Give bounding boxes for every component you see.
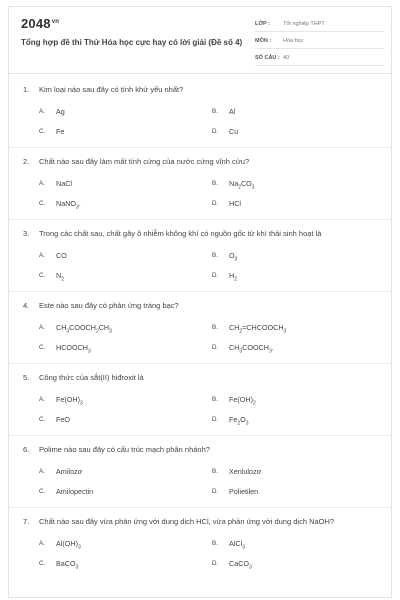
answer-options [39,389,391,429]
option-text: CaCO$_3$ [229,558,252,570]
answer-option[interactable] [39,179,212,188]
meta-value: Tốt nghiệp THPT [283,21,325,27]
header-divider [9,73,391,74]
answer-option[interactable] [39,251,212,260]
option-row [39,245,391,265]
exam-meta [255,17,385,68]
option-letter: A. [39,467,45,475]
answer-options [39,533,391,573]
question-text-row [9,229,391,239]
option-letter: A. [39,323,45,331]
answer-option[interactable] [212,127,385,136]
option-row [39,317,391,337]
option-letter: B. [212,323,218,331]
question-number: 5. [23,373,30,382]
answer-option[interactable] [212,179,385,188]
answer-option[interactable] [39,467,212,476]
option-letter: D. [212,127,219,135]
question-divider [9,363,391,364]
option-letter: D. [212,343,219,351]
answer-option[interactable] [39,127,212,136]
question-divider [9,507,391,508]
answer-options [39,245,391,285]
answer-options [39,461,391,501]
question-text: Kim loại nào sau đây có tính khử yếu nhất? [39,85,184,94]
option-text: FeO [56,414,70,424]
answer-option[interactable] [212,395,385,404]
meta-row-class [255,17,385,32]
answer-option[interactable] [212,199,385,208]
question-item [9,85,391,148]
option-letter: C. [39,127,46,135]
answer-option[interactable] [39,107,212,116]
meta-row-subject [255,34,385,49]
question-item [9,157,391,220]
answer-option[interactable] [39,559,212,568]
meta-key: MÔN : [255,38,272,44]
logo-suffix: vn [51,18,60,25]
meta-value: Hóa học [283,38,304,44]
option-letter: D. [212,271,219,279]
option-letter: B. [212,251,218,259]
meta-row-count [255,51,385,66]
option-text: Amilopectin [56,486,94,496]
option-letter: C. [39,199,46,207]
exam-page [8,6,392,598]
answer-option[interactable] [39,323,212,332]
option-letter: C. [39,415,46,423]
option-text: $CH_2=CHCOOCH_3$ [229,322,287,334]
option-letter: B. [212,179,218,187]
question-list [9,85,391,582]
option-letter: D. [212,415,219,423]
logo-text: 2048 [21,16,51,31]
option-letter: B. [212,107,218,115]
option-row [39,265,391,285]
option-text: Fe [56,126,65,136]
option-row [39,533,391,553]
answer-option[interactable] [212,539,385,548]
answer-options [39,101,391,141]
answer-option[interactable] [39,199,212,208]
answer-option[interactable] [212,107,385,116]
answer-option[interactable] [212,323,385,332]
option-text: NaNO$_3$. [56,198,81,210]
question-number: 7. [23,517,30,526]
option-row [39,409,391,429]
option-text: Al [229,106,236,116]
question-text-row [9,85,391,95]
option-row [39,461,391,481]
option-letter: C. [39,343,46,351]
question-item [9,445,391,508]
answer-option[interactable] [39,415,212,424]
option-text: $HCOOCH_3$ [56,342,91,354]
option-text: $CH_3COOCH_2CH_3$ [56,322,112,334]
option-letter: B. [212,395,218,403]
meta-value: 40 [283,55,290,61]
question-text: Polime nào sau đây có cấu trúc mạch phân nhánh? [39,445,210,454]
option-row [39,337,391,357]
option-row [39,173,391,193]
option-text: AlCl$_3$ [229,538,245,550]
question-text: Este nào sau đây có phản ứng tráng bạc? [39,301,179,310]
option-text: Cu [229,126,239,136]
answer-option[interactable] [212,487,385,496]
option-letter: A. [39,395,45,403]
question-item [9,373,391,436]
question-number: 4. [23,301,30,310]
option-letter: D. [212,559,219,567]
document-title: Tổng hợp đề thi Thử Hóa học cực hay có lời giải (Đề số 4) [21,38,243,47]
option-text: $Fe(OH)_3$ [56,394,83,406]
option-row [39,121,391,141]
option-text: CO [56,250,67,260]
option-row [39,481,391,501]
page-header [9,7,391,71]
question-text-row [9,517,391,527]
option-text: $H_2$ [229,270,237,282]
question-number: 6. [23,445,30,454]
site-logo[interactable] [21,16,59,31]
option-text: $Fe_2O_3$ [229,414,249,426]
question-divider [9,291,391,292]
option-row [39,193,391,213]
option-letter: A. [39,179,45,187]
option-letter: A. [39,539,45,547]
question-divider [9,219,391,220]
option-letter: A. [39,107,45,115]
question-text-row [9,445,391,455]
option-text: $N_2$ [56,270,64,282]
meta-key: LỚP : [255,21,270,27]
option-letter: B. [212,467,218,475]
option-text: Amilozơ [56,466,83,476]
option-letter: C. [39,559,46,567]
question-text: Công thức của sắt(II) hiđroxit là [39,373,144,382]
answer-option[interactable] [39,539,212,548]
answer-option[interactable] [212,251,385,260]
option-letter: C. [39,271,46,279]
option-text: BaCO$_3$ [56,558,79,570]
option-text: $CH_3COOCH_3$. [229,342,274,354]
option-text: NaCl [56,178,72,188]
answer-option[interactable] [39,271,212,280]
answer-option[interactable] [212,467,385,476]
option-letter: D. [212,487,219,495]
option-row [39,101,391,121]
question-item [9,517,391,573]
answer-options [39,317,391,357]
question-item [9,301,391,364]
question-number: 3. [23,229,30,238]
answer-option[interactable] [39,343,212,352]
answer-option[interactable] [39,487,212,496]
question-number: 2. [23,157,30,166]
question-text-row [9,301,391,311]
question-divider [9,147,391,148]
option-text: Polietilen [229,486,259,496]
option-text: $O_3$ [229,250,238,262]
option-letter: C. [39,487,46,495]
option-text: $Fe(OH)_2$ [229,394,256,406]
answer-options [39,173,391,213]
answer-option[interactable] [39,395,212,404]
question-number: 1. [23,85,30,94]
answer-option[interactable] [212,559,385,568]
question-text-row [9,373,391,383]
answer-option[interactable] [212,415,385,424]
option-letter: B. [212,539,218,547]
option-text: $Al(OH)_3$ [56,538,81,550]
answer-option[interactable] [212,343,385,352]
meta-key: SỐ CÂU : [255,55,280,61]
question-text: Chất nào sau đây làm mất tính cứng của nước cứng vĩnh cửu? [39,157,250,166]
option-text: $Na_2CO_3$ [229,178,255,190]
option-row [39,389,391,409]
option-row [39,553,391,573]
question-text: Trong các chất sau, chất gây ô nhiễm không khí có nguồn gốc từ khí thải sinh hoạt là [39,229,322,238]
question-text: Chất nào sau đây vừa phản ứng với dung dịch HCl, vừa phản ứng với dung dịch NaOH? [39,517,335,526]
question-item [9,229,391,292]
option-text: Ag [56,106,65,116]
option-text: Xenlulozơ [229,466,262,476]
question-text-row [9,157,391,167]
answer-option[interactable] [212,271,385,280]
option-letter: A. [39,251,45,259]
question-divider [9,435,391,436]
option-letter: D. [212,199,219,207]
option-text: HCl [229,198,241,208]
